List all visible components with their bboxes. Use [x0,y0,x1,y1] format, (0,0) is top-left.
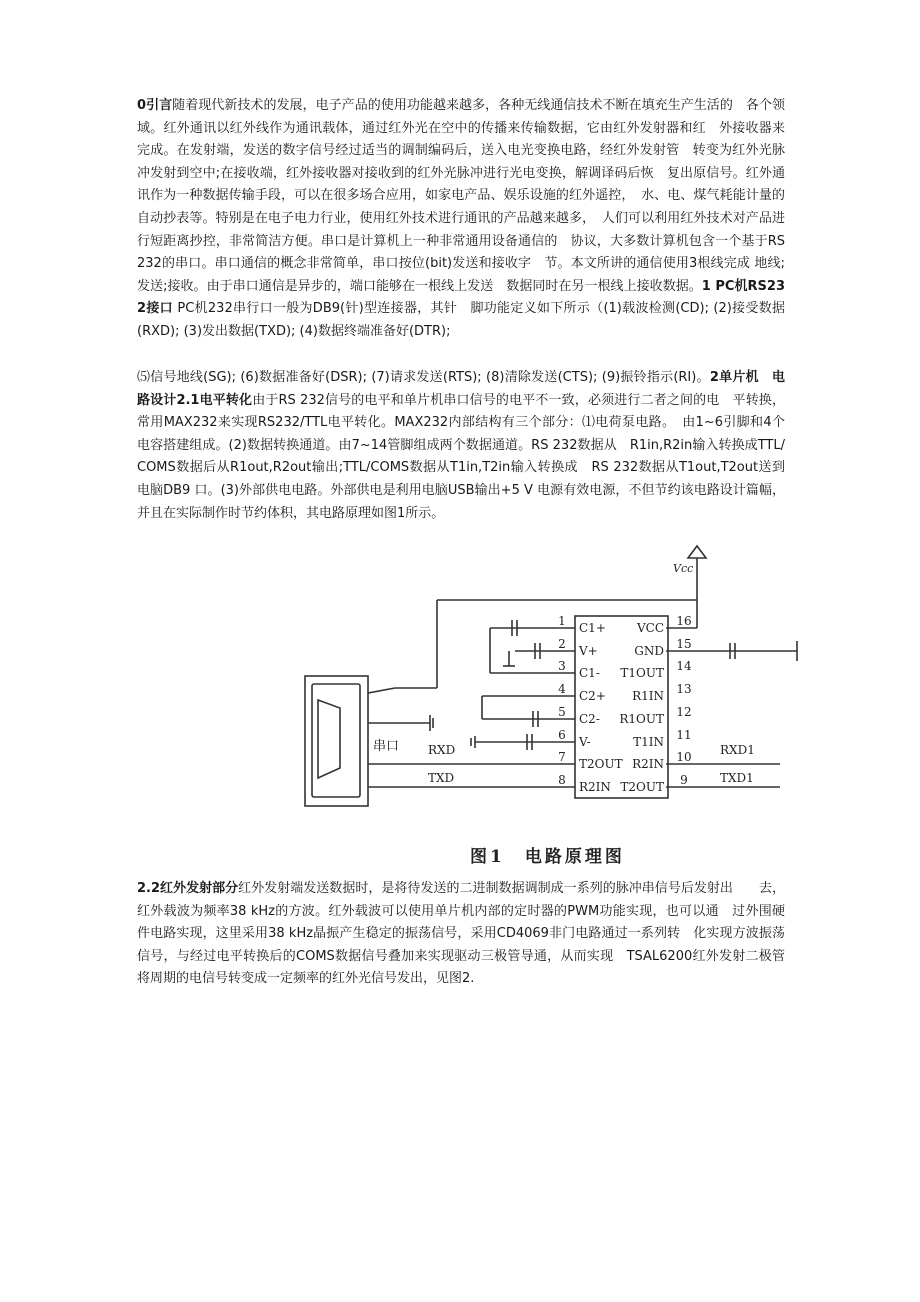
ic-pin-number: 5 [558,705,566,719]
ic-pin-name: R2IN [579,780,611,794]
ic-pin-number: 2 [558,637,566,651]
ic-pin-number: 4 [558,682,566,696]
ic-pin-number: 11 [676,728,692,742]
ic-pin-name: T1OUT [620,666,664,680]
pc-rs232-text: PC机232串行口一般为DB9(针)型连接器，其针 脚功能定义如下所示（(1)载波检测(CD); (2)接受数据(RXD); (3)发出数据(TXD); (4)数据终端准备好(DTR); [137,301,786,339]
ic-pin-name: C2- [579,712,600,726]
heading-introduction: 0引言 [137,98,173,113]
ic-pin-number: 10 [676,750,692,764]
ic-pin-number: 3 [558,659,566,673]
ic-pin-number: 14 [676,659,692,673]
ic-pin-name: GND [634,644,664,658]
ic-pin-number: 12 [676,705,692,719]
ic-pin-number: 7 [558,750,566,764]
intro-text: 随着现代新技术的发展，电子产品的使用功能越来越多，各种无线通信技术不断在填充生产生活的 各个领域。红外通讯以红外线作为通讯载体，通过红外光在空中的传播来传输数据，它由红外发射器和红 外接收器来完成。在发射端，发送的数字信号经过适当的调制编码后，送入电光变换电路，经红外发射管 转变为红外光脉冲发射到空中;在接收端，红外接收器对接收到的红外光脉冲进行光电变换，解调译码后恢 复出原信号。红外通讯作为一种数据传输手段，可以在很多场合应用，如家电产品、娱乐设施的红外遥控， 水、电、煤气耗能计量的自动抄表等。特别是在电子电力行业，使用红外技术进行通讯的产品越来越多， 人们可以利用红外技术对产品进行短距离抄控，非常简洁方便。串口是计算机上一种非常通用设备通信的 协议，大多数计算机包含一个基于RS 232的串口。串口通信的概念非常简单，串口按位(bit)发送和接收字 节。本文所讲的通信使用3根线完成 地线;发送;接收。由于串口通信是异步的，端口能够在一根线上发送 数据同时在另一根线上接收数据。 [137,98,785,294]
ic-pin-name: R1IN [632,689,664,703]
heading-circuit-design: 2单片机 电路设计2.1电平转化 [137,370,786,408]
ic-pin-number: 6 [558,728,566,742]
ic-pin-number: 13 [676,682,692,696]
txd1-label: TXD1 [720,771,754,785]
serial-port-label: 串口 [373,739,400,754]
figure-caption: 图1 电路原理图 [470,847,625,867]
ic-pin-name: R2IN [632,757,664,771]
heading-pc-rs232: 1 PC机RS232接口 [137,278,785,317]
pin-list-text: ⑸信号地线(SG); (6)数据准备好(DSR); (7)请求发送(RTS); (8)清除发送(CTS); (9)振铃指示(RI)。 [137,370,710,385]
ic-pin-name: V- [579,735,591,749]
ic-pin-name: T1IN [633,735,664,749]
txd-label: TXD [428,771,455,785]
paragraph-circuit-design [137,367,785,525]
ic-pin-name: C1- [579,666,600,680]
heading-ir-transmitter: 2.2红外发射部分 [137,881,239,896]
circuit-diagram [290,538,800,838]
rxd1-label: RXD1 [720,743,755,757]
ic-pin-name: T2OUT [620,780,664,794]
paragraph-introduction [137,95,785,344]
vcc-label: Vcc [673,562,694,575]
ic-pin-number: 8 [558,773,566,787]
paragraph-ir-transmitter [137,878,785,991]
ic-pin-number: 16 [676,614,692,628]
ic-pin-name: VCC [636,621,664,635]
ic-pin-name: V+ [579,644,598,658]
ic-pin-number: 9 [680,773,688,787]
ic-pin-number: 15 [676,637,692,651]
ic-pin-name: R1OUT [619,712,664,726]
rxd-label: RXD [428,743,456,757]
ic-pin-name: C2+ [579,689,606,703]
ir-transmitter-text: 红外发射端发送数据时，是将待发送的二进制数据调制成一系列的脉冲串信号后发射出 去，红外载波为频率38 kHz的方波。红外载波可以使用单片机内部的定时器的PWM功能实现，也可以通 过外围硬件电路实现，这里采用38 kHz晶振产生稳定的振荡信号，采用CD4069非门电路通过一系列转 化实现方波振荡信号，与经过电平转换后的COMS数据信号叠加来实现驱动三极管导通，从而实现 TSAL6200红外发射二极管将周期的电信号转变成一定频率的红外光信号发出，见图2. [137,881,785,987]
ic-pin-name: T2OUT [579,757,623,771]
ic-pin-number: 1 [558,614,566,628]
ic-pin-name: C1+ [579,621,606,635]
level-conversion-text: 由于RS 232信号的电平和单片机串口信号的电平不一致，必须进行二者之间的电 平转换，常用MAX232来实现RS232/TTL电平转化。MAX232内部结构有三个部分：⑴电荷泵电路。 由1~6引脚和4个电容搭建组成。(2)数据转换通道。由7~14管脚组成两个数据通道。RS 232数据从 R1in,R2in输入转换成TTL/COMS数据后从R1out,R2out输出;TTL/COMS数据从T1in,T2in输入转换成 RS 232数据从T1out,T2out送到电脑DB9 口。(3)外部供电电路。外部供电是利用电脑USB输出+5 V 电源有效电源，不但节约该电路设计篇幅，并且在实际制作时节约体积，其电路原理如图1所示。 [137,392,785,521]
vcc-arrow-icon [688,546,706,558]
